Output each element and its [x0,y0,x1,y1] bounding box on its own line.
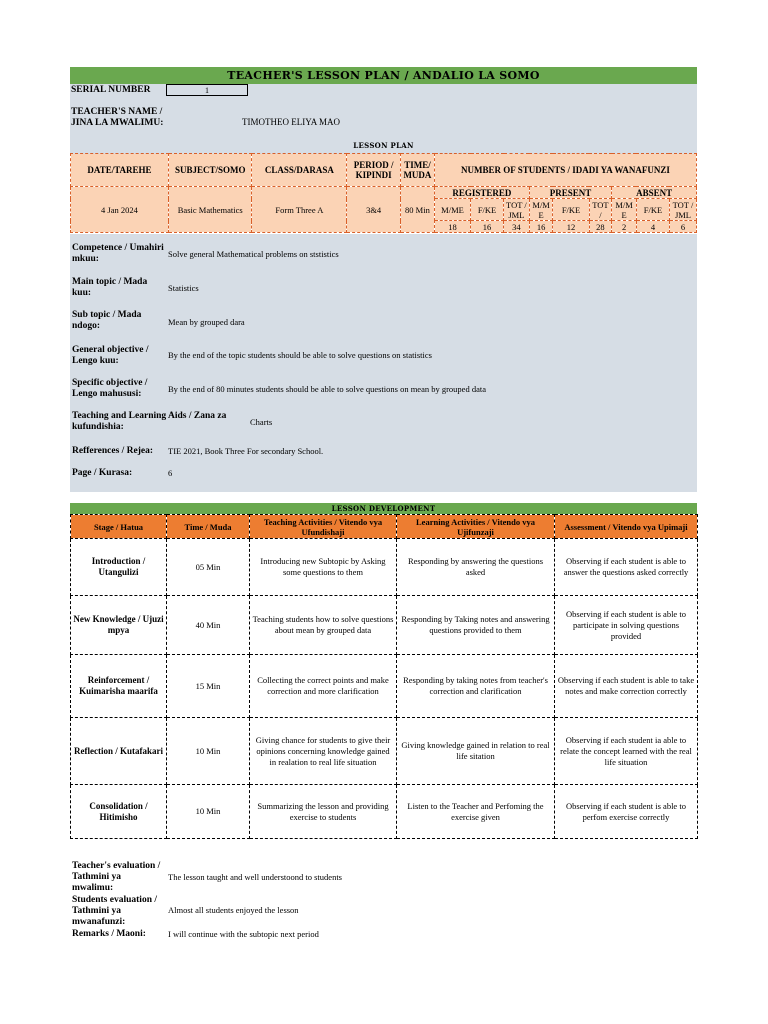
learning-cell: Responding by answering the questions asked [397,539,555,596]
time-cell: 40 Min [167,596,250,655]
table-row [71,539,698,596]
info-value: By the end of the topic students should be able to solve questions on statistics [168,350,432,360]
present-total-count: 28 [589,221,612,233]
header-absent: ABSENT [612,187,697,199]
stage-cell: New Knowledge / Ujuzi mpya [71,596,167,655]
lesson-plan-heading: LESSON PLAN [353,141,414,150]
table-row [71,596,698,655]
assessment-cell: Observing if each student is able to take notes and make correction correctly [555,655,698,718]
assessment-cell: Observing if each student is able to participate in solving questions provided [555,596,698,655]
col-present-female: F/KE [553,199,589,221]
learning-cell: Giving knowledge gained in relation to real life sitation [397,718,555,785]
info-value: TIE 2021, Book Three For secondary School. [168,446,324,456]
stage-cell: Reflection / Kutafakari [71,718,167,785]
info-value: Solve general Mathematical problems on ststistics [168,249,339,259]
evaluation-label: Teacher's evaluation / Tathmini ya mwalimu: [72,861,161,893]
assessment-cell: Observing if each student ia able to relate the concept learned with the real life situation [555,718,698,785]
teaching-cell: Teaching students how to solve questions about mean by grouped data [250,596,397,655]
registered-male-count: 18 [434,221,470,233]
col-absent-male: M/M E [612,199,637,221]
lesson-plan-table [70,153,697,233]
time-cell: 15 Min [167,655,250,718]
header-number-of-students: NUMBER OF STUDENTS / IDADI YA WANAFUNZI [434,154,696,187]
col-present-total: TOT / [589,199,612,221]
teaching-cell: Giving chance for students to give their opinions concerning knowledge gained in realation to real life situation [250,718,397,785]
absent-total-count: 6 [669,221,696,233]
teaching-cell: Collecting the correct points and make correction and more clarification [250,655,397,718]
stage-cell: Introduction / Utangulizi [71,539,167,596]
teacher-name-value: TIMOTHEO ELIYA MAO [242,117,340,127]
present-male-count: 16 [529,221,553,233]
time-cell: 10 Min [167,785,250,839]
teaching-cell: Introducing new Subtopic by Asking some questions to them [250,539,397,596]
info-label: Competence / Umahiri mkuu: [72,243,164,264]
dev-header-time: Time / Muda [167,515,250,539]
info-label: Teaching and Learning Aids / Zana za kufundishia: [72,411,227,432]
evaluation-value: I will continue with the subtopic next period [168,929,319,939]
stage-cell: Consolidation / Hitimisho [71,785,167,839]
value-time: 80 Min [400,187,434,233]
dev-header-learning: Learning Activities / Vitendo vya Ujifunzaji [397,515,555,539]
value-subject: Basic Mathematics [168,187,252,233]
evaluation-value: Almost all students enjoyed the lesson [168,905,299,915]
serial-value: 1 [166,84,248,96]
col-absent-total: TOT / JML [669,199,696,221]
info-label: Specific objective / Lengo mahususi: [72,378,148,399]
learning-cell: Listen to the Teacher and Perfoming the exercise given [397,785,555,839]
learning-cell: Responding by taking notes from teacher's correction and clarification [397,655,555,718]
header-time: TIME/ MUDA [400,154,434,187]
col-present-male: M/M E [529,199,553,221]
dev-header-stage: Stage / Hatua [71,515,167,539]
serial-label: SERIAL NUMBER [71,85,151,95]
col-registered-male: M/ME [434,199,470,221]
info-label: Main topic / Mada kuu: [72,277,148,298]
header-subject: SUBJECT/SOMO [168,154,252,187]
registered-female-count: 16 [471,221,504,233]
document-title: TEACHER'S LESSON PLAN / ANDALIO LA SOMO [70,67,697,84]
header-present: PRESENT [529,187,611,199]
info-label: Refferences / Rejea: [72,446,154,456]
col-registered-female: F/KE [471,199,504,221]
lesson-development-heading: LESSON DEVELOPMENT [331,504,436,513]
registered-total-count: 34 [504,221,530,233]
value-period: 3&4 [347,187,401,233]
col-absent-female: F/KE [636,199,669,221]
info-label: Page / Kurasa: [72,468,133,478]
value-class: Form Three A [252,187,347,233]
absent-male-count: 2 [612,221,637,233]
table-row [71,655,698,718]
evaluation-label: Remarks / Maoni: [72,929,146,939]
info-value: Mean by grouped dara [168,317,245,327]
col-registered-total: TOT / JML [504,199,530,221]
assessment-cell: Observing if each student is able to answer the questions asked correctly [555,539,698,596]
info-value: Statistics [168,283,199,293]
info-value: 6 [168,468,173,478]
header-class: CLASS/DARASA [252,154,347,187]
learning-cell: Responding by Taking notes and answering questions provided to them [397,596,555,655]
assessment-cell: Observing if each student is able to perfom exercise correctly [555,785,698,839]
teaching-cell: Summarizing the lesson and providing exercise to students [250,785,397,839]
stage-cell: Reinforcement / Kuimarisha maarifa [71,655,167,718]
teacher-name-label: TEACHER'S NAME / JINA LA MWALIMU: [71,107,164,128]
info-value: By the end of 80 minutes students should be able to solve questions on mean by grouped data [168,384,486,394]
absent-female-count: 4 [636,221,669,233]
dev-header-teaching: Teaching Activities / Vitendo vya Ufundishaji [250,515,397,539]
table-row [71,718,698,785]
evaluation-label: Students evaluation / Tathmini ya mwanafunzi: [72,895,157,927]
header-date: DATE/TAREHE [71,154,169,187]
dev-header-assessment: Assessment / Vitendo vya Upimaji [555,515,698,539]
lesson-development-table [70,514,698,839]
time-cell: 10 Min [167,718,250,785]
info-value: Charts [250,417,273,427]
info-label: General objective / Lengo kuu: [72,345,149,366]
info-label: Sub topic / Mada ndogo: [72,310,142,331]
present-female-count: 12 [553,221,589,233]
header-period: PERIOD / KIPINDI [347,154,401,187]
time-cell: 05 Min [167,539,250,596]
header-registered: REGISTERED [434,187,529,199]
evaluation-value: The lesson taught and well understoond to students [168,872,342,882]
value-date: 4 Jan 2024 [71,187,169,233]
table-row [71,785,698,839]
